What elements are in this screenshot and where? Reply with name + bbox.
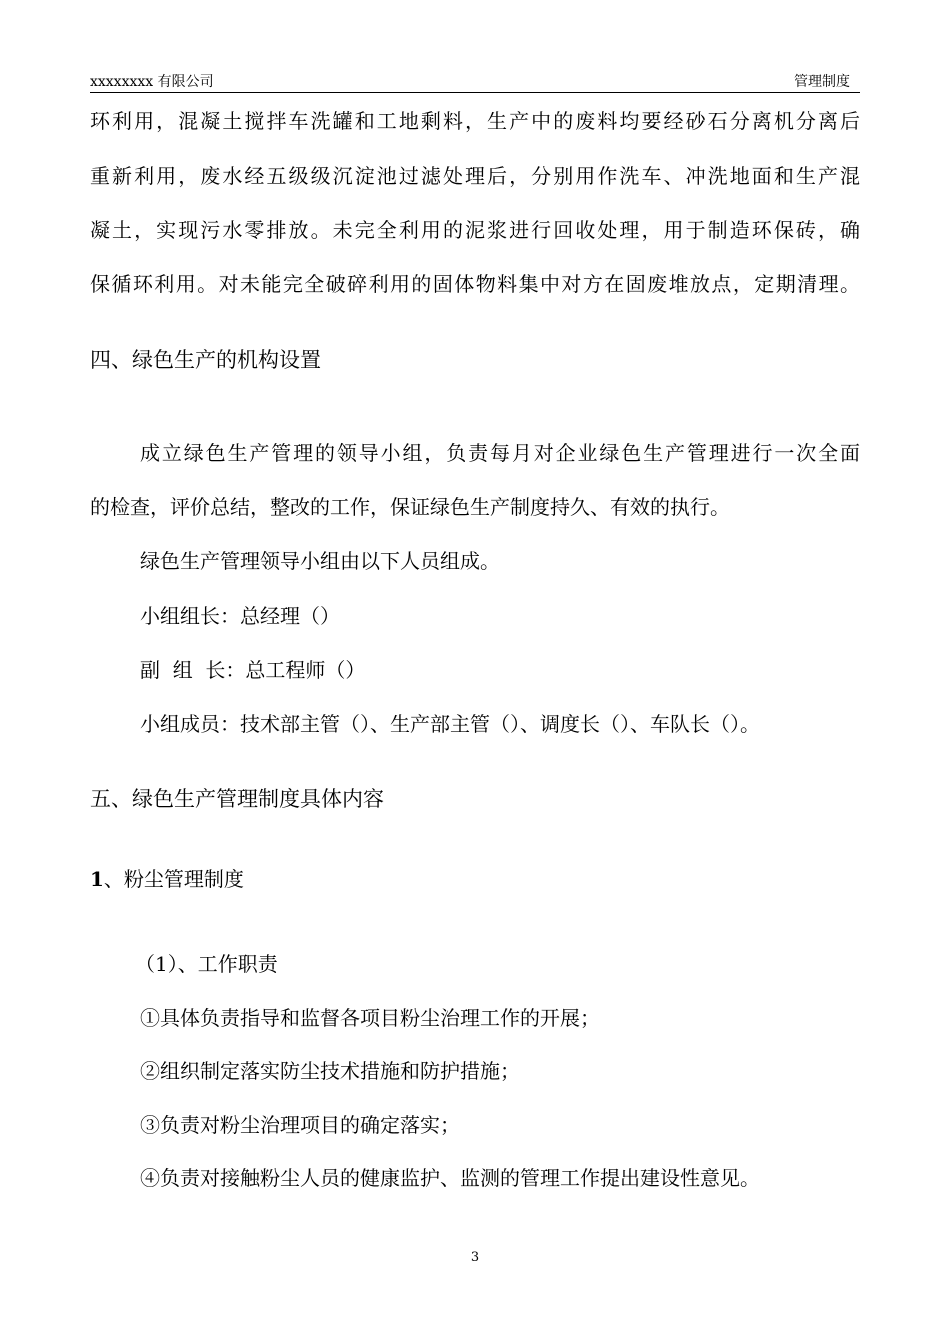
leader-line: 小组组长：总经理（） <box>140 604 340 628</box>
header-section: 管理制度 <box>794 74 850 90</box>
body-line: 环利用，混凝土搅拌车洗罐和工地剩料，生产中的废料均要经砂石分离机分离后 <box>90 109 860 133</box>
deputy-line: 副 组 长：总工程师（） <box>140 658 366 682</box>
subsection-number: 1 <box>90 867 104 891</box>
section-heading: 四、绿色生产的机构设置 <box>90 348 321 372</box>
duties-title: （1）、工作职责 <box>135 952 278 976</box>
duty-item: ③负责对粉尘治理项目的确定落实； <box>140 1113 460 1137</box>
duty-item: ②组织制定落实防尘技术措施和防护措施； <box>140 1059 520 1083</box>
header-company: xxxxxxxx 有限公司 <box>90 74 214 90</box>
subsection-title: 、粉尘管理制度 <box>103 867 244 891</box>
subsection-heading <box>90 866 244 892</box>
page-header <box>90 70 860 93</box>
body-line: 成立绿色生产管理的领导小组，负责每月对企业绿色生产管理进行一次全面 <box>140 441 860 465</box>
duty-item: ①具体负责指导和监督各项目粉尘治理工作的开展； <box>140 1006 600 1030</box>
members-intro: 绿色生产管理领导小组由以下人员组成。 <box>140 549 500 573</box>
section-heading: 五、绿色生产管理制度具体内容 <box>90 787 384 811</box>
members-line: 小组成员：技术部主管（）、生产部主管（）、调度长（）、车队长（）。 <box>140 712 760 736</box>
body-line: 保循环利用。对未能完全破碎利用的固体物料集中对方在固废堆放点，定期清理。 <box>90 272 860 296</box>
body-line: 重新利用，废水经五级级沉淀池过滤处理后，分别用作洗车、冲洗地面和生产混 <box>90 164 860 188</box>
body-line: 凝土，实现污水零排放。未完全利用的泥浆进行回收处理，用于制造环保砖，确 <box>90 218 860 242</box>
duty-item: ④负责对接触粉尘人员的健康监护、监测的管理工作提出建设性意见。 <box>140 1166 760 1190</box>
page-number: 3 <box>470 1250 480 1265</box>
body-line: 的检查，评价总结，整改的工作，保证绿色生产制度持久、有效的执行。 <box>90 495 730 519</box>
